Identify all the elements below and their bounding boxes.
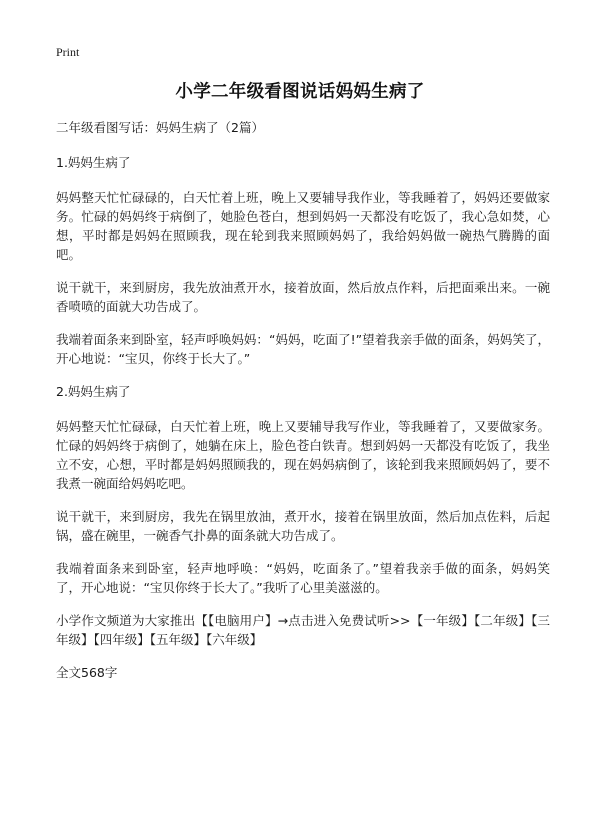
grade-3-link[interactable]: 【三年级】 bbox=[56, 613, 550, 647]
essay-2-paragraph: 说干就干，来到厨房，我先在锅里放油，煮开水，接着在锅里放面，然后加点佐料，后起锅，盛在碗里，一碗香气扑鼻的面条就大功告成了。 bbox=[56, 509, 550, 543]
essay-1-paragraph: 我端着面条来到卧室，轻声呼唤妈妈：“妈妈，吃面了!”望着我亲手做的面条，妈妈笑了，开心地说：“宝贝，你终于长大了。” bbox=[56, 332, 550, 366]
pc-user-link[interactable]: 【电脑用户】 bbox=[207, 613, 278, 628]
essay-1-heading: 1.妈妈生病了 bbox=[56, 155, 131, 170]
free-trial-link[interactable]: →点击进入免费试听>> bbox=[277, 613, 411, 628]
essay-1-paragraph: 妈妈整天忙忙碌碌的，白天忙着上班，晚上又要辅导我作业，等我睡着了，妈妈还要做家务。忙碌的妈妈终于病倒了，她脸色苍白，想到妈妈一天都没有吃饭了，我心急如焚，心想，平时都是妈妈在照顾我，现在轮到我来照顾妈妈了，我给妈妈做一碗热气腾腾的面吧。 bbox=[56, 190, 550, 262]
grade-1-link[interactable]: 【一年级】 bbox=[410, 613, 474, 628]
grade-6-link[interactable]: 【六年级】 bbox=[206, 632, 263, 647]
word-count: 全文568字 bbox=[56, 665, 118, 680]
grade-2-link[interactable]: 【二年级】 bbox=[474, 613, 532, 628]
promo-line bbox=[56, 611, 550, 649]
article-subtitle: 二年级看图写话：妈妈生病了（2篇） bbox=[56, 120, 264, 135]
grade-5-link[interactable]: 【五年级】 bbox=[149, 632, 207, 647]
grade-4-link[interactable]: 【四年级】 bbox=[93, 632, 150, 647]
essay-2-heading: 2.妈妈生病了 bbox=[56, 384, 131, 399]
essay-1-paragraph: 说干就干，来到厨房，我先放油煮开水，接着放面，然后放点作料，后把面乘出来。一碗香喷喷的面就大功告成了。 bbox=[56, 280, 550, 314]
page-title: 小学二年级看图说话妈妈生病了 bbox=[175, 82, 425, 102]
print-link[interactable]: Print bbox=[56, 45, 80, 59]
article-body bbox=[56, 118, 550, 696]
essay-2-paragraph: 妈妈整天忙忙碌碌，白天忙着上班，晚上又要辅导我写作业，等我睡着了，又要做家务。忙碌的妈妈终于病倒了，她躺在床上，脸色苍白铁青。想到妈妈一天都没有吃饭了，我坐立不安，心想，平时都是妈妈照顾我的，现在妈妈病倒了，该轮到我来照顾妈妈了，要不我煮一碗面给妈妈吃吧。 bbox=[56, 419, 550, 491]
promo-prefix: 小学作文频道为大家推出【 bbox=[56, 613, 208, 628]
essay-2-paragraph: 我端着面条来到卧室，轻声地呼唤：“妈妈，吃面条了。”望着我亲手做的面条，妈妈笑了，开心地说：“宝贝你终于长大了。”我听了心里美滋滋的。 bbox=[56, 561, 550, 595]
